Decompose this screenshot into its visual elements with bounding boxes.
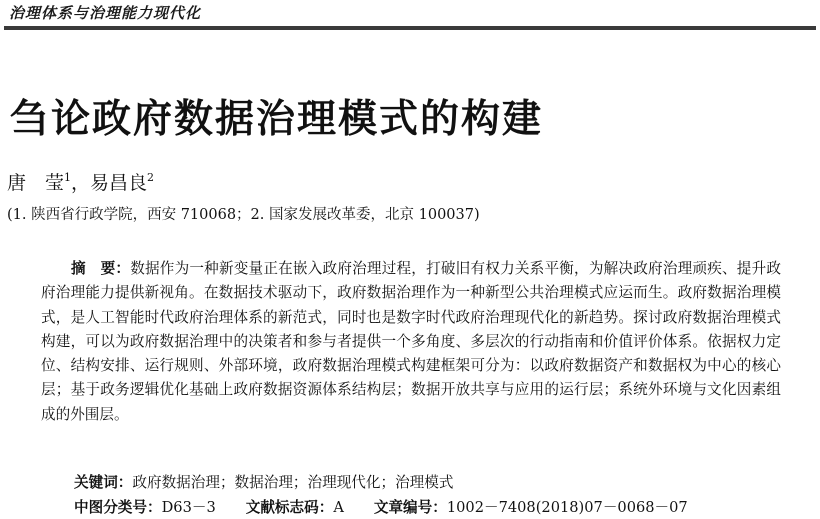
article-no-value: 1002－7408(2018)07－0068－07 bbox=[446, 499, 688, 516]
clc-label: 中图分类号： bbox=[74, 499, 162, 516]
author-affiliation-mark: 1 bbox=[64, 171, 72, 184]
doc-code-value: A bbox=[333, 499, 344, 516]
author-name: 唐 莹 bbox=[7, 172, 65, 194]
author-name: 易昌良 bbox=[90, 172, 148, 194]
keywords-label: 关键词： bbox=[74, 474, 133, 491]
classification-line bbox=[74, 496, 688, 517]
abstract-text: 数据作为一种新变量正在嵌入政府治理过程，打破旧有权力关系平衡，为解决政府治理顽疾、提升政府治理能力提供新视角。在数据技术驱动下，政府数据治理作为一种新型公共治理模式应运而生。政府数据治理模式，是人工智能时代政府治理体系的新范式，同时也是数字时代政府治理现代化的新趋势。探讨政府数据治理模式构建，可以为政府数据治理中的决策者和参与者提供一个多角度、多层次的行动指南和价值评价体系。依据权力定位、结构安排、运行规则、外部环境，政府数据治理模式构建框架可分为：以政府数据资产和数据权为中心的核心层；基于政务逻辑优化基础上政府数据资源体系结构层；数据开放共享与应用的运行层；系统外环境与文化因素组成的外围层。 bbox=[41, 260, 781, 423]
affiliations: (1. 陕西省行政学院，西安 710068；2. 国家发展改革委，北京 100037) bbox=[7, 207, 480, 223]
keywords-text: 政府数据治理；数据治理；治理现代化；治理模式 bbox=[132, 474, 454, 491]
article-no-field bbox=[374, 496, 688, 517]
clc-value: D63－3 bbox=[161, 499, 216, 516]
running-header: 治理体系与治理能力现代化 bbox=[9, 4, 202, 22]
author-affiliation-mark: 2 bbox=[147, 171, 155, 184]
author-separator: ， bbox=[71, 172, 91, 194]
header-rule bbox=[4, 26, 816, 30]
article-no-label: 文章编号： bbox=[373, 499, 447, 516]
keywords bbox=[74, 471, 453, 492]
abstract-label: 摘 要： bbox=[71, 260, 131, 277]
doc-code-field bbox=[246, 496, 344, 517]
abstract bbox=[41, 257, 781, 427]
doc-code-label: 文献标志码： bbox=[245, 499, 334, 516]
paper-title: 刍论政府数据治理模式的构建 bbox=[10, 97, 544, 142]
author-line bbox=[7, 168, 154, 195]
clc-field bbox=[74, 496, 216, 517]
